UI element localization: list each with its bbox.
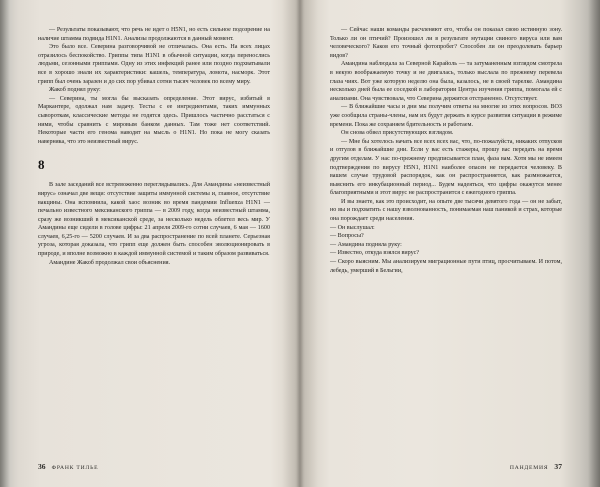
paragraph: Он снова обвел присутствующих взглядом. — [341, 130, 454, 137]
paragraph: — Сейчас наши команды расчленяют его, чтобы он показал свою истинную зону. Только ли он птичий? Произошел ли в результате мутации свиного вируса или вам человеческого? Каков его точный фотопробег? Способен ли он преодолевать барьер видов? — [330, 27, 562, 59]
paragraph: — Вопросы? — [330, 233, 364, 240]
paragraph: Амандина наблюдала за Северной Карайоль — та затуманенным взглядом смотрела в некую воображаемую точку и не двигалась, только выслала по прежнему перевела глаза чиях. Вот уже которую неделю она была, казалось, не в своей тарелке. Амандина несколько дней была ее соседкой в лаборатории Центра изучения гриппа, помогала ей с анализами. Она чувствовала, что Северина держится отстраненно. Отсутствует. — [330, 61, 562, 102]
page-number: 36 — [38, 462, 46, 471]
paragraph: — Мне бы хотелось начать все всех всех вас, что, по-пожалуйста, никаких отпусков и отгулов в ближайшие дни. Если у вас есть стажеры, прошу вас передать на время другим отделам. У нас по-прежнему предписывается план, фаза вам. Хотя мы не имеем подтверждения по вирусу H5N1, H1N1 наиболее опасен не передается человеку. В вашем случае трудовой распорядок, как он распространяется, как размножается, выяснить его инкубационный период... Будем надеяться, что цифры окажутся менее благоприятными и этот вирус не распространится с ежегодного гриппа. — [330, 138, 562, 197]
paragraph: — Скоро выясним. Мы анализируем миграционные пути птиц, просчитываем. И потом, лебедь, умерший в Бельгии, — [330, 259, 562, 274]
paragraph: Это было все. Северина разговорчивой не отличалась. Она есть. На всех лицах отразилось беспокойство. Гриппы типа H1N1 в обычной ситуации, когда перенослись людьми, сезонными гриппами. Одну из этих инфекций ранее или поздно подхватывали все в хорошо знали их характеристики: кашель, температура, ломота, насморк. Этот грипп был очень заразен и до сих пор убивал сотни тысяч человек по всему миру. — [38, 44, 270, 85]
running-head: ПАНДЕМИЯ — [509, 465, 549, 471]
paragraph: — Северина, ты могла бы высказать определение. Этот вирус, избитый в Маркантере, одолжал нам задачу. Тесты с ее ингредиентами, таких иммунных сывороткам, классические методы не годятся здесь. Пришлось частично расстаться с ними, чтобы сравнить с мировым банком данных. Там тоже нет соответствий. Некоторые части его генома наводят на мысль о H1N1. Но пока не могу сказать наверняка, что это неизвестный вирус. — [38, 95, 270, 145]
left-page-text-column — [38, 26, 270, 267]
paragraph: И вы знаете, как это происходит, на опыте две тысячи девятого года — он не забыт, но вы и подхватить с нашу взволнованность, понимаемая наш паникой и страх, которые она порождает среди населения. — [330, 198, 562, 223]
page-number: 37 — [554, 462, 562, 471]
paragraph: В зале заседаний все встревоженно переглядывались. Для Амандины «неизвестный вирус» означал две вещи: отсутствие защиты иммунной системы и, главное, отсутствие вакцины. Она вспомнила, какой хаос возник во время пандемии Influenza H1N1 — печально известного мексиканского гриппа — в 2009 году, когда неизвестный штамма, сразу же возникший в мексиканской среде, за несколько недель облетел весь мир. У Амандины еще сидели в голове цифры: 21 апреля 2009-го сотни случаев, 6 мая — 1600 случаев, 6,25-го — 5200 случаев. И за два распространение по всей планете. Серьезная угроза, которая доказала, что грипп еще должен быть способен эволюционировать в природе, и вполне возможно в каждой иммунной системой и таким образом развиваться. — [38, 182, 270, 258]
paragraph: — Он выслушал: — [330, 224, 375, 231]
paragraph: — Известно, откуда взялся вирус? — [330, 250, 420, 257]
right-book-page — [300, 0, 600, 487]
left-page-footer — [38, 462, 98, 471]
paragraph: Амандине Жакоб продолжал свои объяснения. — [49, 259, 171, 266]
running-head: ФРАНК ТИЛЬЕ — [51, 465, 99, 471]
paragraph: — Результаты показывают, что речь не идет о H5N1, но есть сильное подозрение на наличие штамма подвида H1N1. Анализы продолжаются в данный момент. — [38, 27, 270, 42]
chapter-number: 8 — [38, 157, 45, 173]
right-page-text-column — [330, 26, 562, 275]
paragraph: — Амандина подняла руку: — [330, 241, 402, 248]
paragraph: — В ближайшие часы и дни мы получим ответы на многие из этих вопросов. ВОЗ уже сообщила страны-члены, нам их будут держать в курсе развития ситуации в режиме времени. Пока же сохраняем бдительность и работаем. — [330, 104, 562, 128]
right-page-footer — [510, 462, 562, 471]
paragraph: Жакоб поднял руку: — [49, 87, 101, 94]
